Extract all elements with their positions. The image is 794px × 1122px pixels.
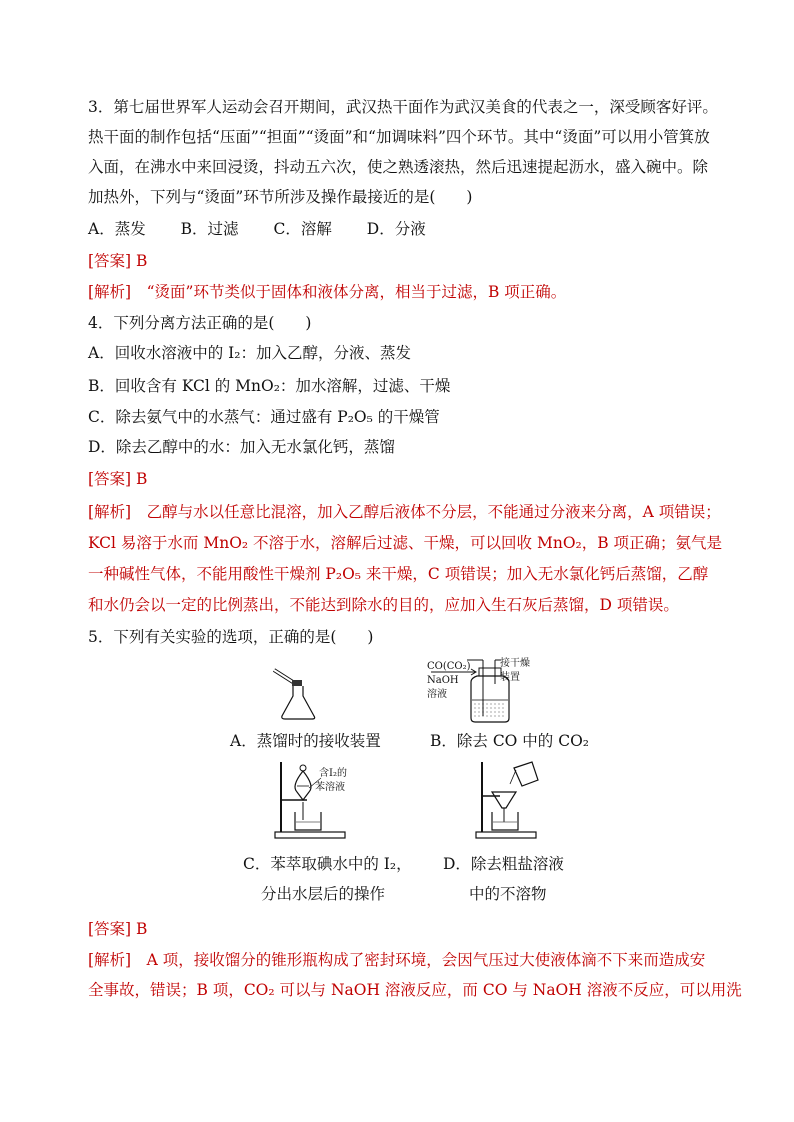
- q3-options: [88, 219, 426, 239]
- q3-answer: [答案] B: [88, 252, 148, 270]
- q4-option-b: B．回收含有 KCl 的 MnO₂：加水溶解，过滤、干燥: [88, 377, 451, 395]
- q3-stem-line3: 入面，在沸水中来回浸烫，抖动五六次，使之熟透滚热，然后迅速提起沥水，盛入碗中。除: [88, 158, 709, 176]
- figure-c-label1: 含I₂的: [319, 768, 347, 779]
- q3-option-c: C．溶解: [273, 220, 332, 238]
- q3-analysis: [解析] “烫面”环节类似于固体和液体分离，相当于过滤，B 项正确。: [88, 283, 567, 301]
- figure-b-solution-label: 溶液: [427, 689, 447, 700]
- q5-stem: 5．下列有关实验的选项，正确的是( ): [88, 628, 374, 646]
- q3-stem-line2: 热干面的制作包括“压面”“担面”“烫面”和“加调味料”四个环节。其中“烫面”可以用小管箕放: [88, 128, 710, 146]
- q4-answer: [答案] B: [88, 470, 148, 488]
- q5-analysis-line2: 全事故，错误；B 项，CO₂ 可以与 NaOH 溶液反应，而 CO 与 NaOH 溶液不反应，可以用洗: [88, 981, 742, 999]
- q4-analysis-line1: [解析] 乙醇与水以任意比混溶，加入乙醇后液体不分层，不能通过分液来分离，A 项错误；: [88, 503, 721, 521]
- q4-stem: 4．下列分离方法正确的是( ): [88, 314, 312, 332]
- figure-b-dryer-label1: 接干燥: [500, 658, 530, 669]
- figure-b-gas-washing-bottle: [427, 654, 547, 724]
- figure-c-separatory-funnel: [273, 760, 383, 840]
- figure-d-caption-line2: 中的不溶物: [469, 885, 547, 903]
- figure-c-caption-line2: 分出水层后的操作: [261, 885, 386, 903]
- q4-option-c: C．除去氨气中的水蒸气：通过盛有 P₂O₅ 的干燥管: [88, 408, 440, 426]
- figure-b-caption: B．除去 CO 中的 CO₂: [430, 732, 590, 750]
- figure-b-dryer-label2: 装置: [500, 672, 520, 683]
- figure-b-gas-label: CO(CO₂): [427, 661, 471, 672]
- q3-option-b: B．过滤: [180, 220, 239, 238]
- figure-d-caption-line1: D．除去粗盐溶液: [443, 855, 564, 873]
- q4-analysis-line2: KCl 易溶于水而 MnO₂ 不溶于水，溶解后过滤、干燥，可以回收 MnO₂，B 项正确；氨气是: [88, 534, 723, 552]
- q3-option-a: A．蒸发: [88, 220, 146, 238]
- q4-option-d: D．除去乙醇中的水：加入无水氯化钙，蒸馏: [88, 438, 395, 456]
- figure-a-caption: A．蒸馏时的接收装置: [230, 732, 381, 750]
- q4-option-a: A．回收水溶液中的 I₂：加入乙醇，分液、蒸发: [88, 344, 411, 362]
- q4-analysis-line4: 和水仍会以一定的比例蒸出，不能达到除水的目的，应加入生石灰后蒸馏，D 项错误。: [88, 596, 679, 614]
- figure-b-naoh-label: NaOH: [427, 675, 459, 686]
- q5-analysis-line1: [解析] A 项，接收馏分的锥形瓶构成了密封环境，会因气压过大使液体滴不下来而造成安: [88, 951, 706, 969]
- q3-stem-line4: 加热外，下列与“烫面”环节所涉及操作最接近的是( ): [88, 188, 473, 206]
- q3-option-d: D．分液: [366, 220, 426, 238]
- q4-analysis-line3: 一种碱性气体，不能用酸性干燥剂 P₂O₅ 来干燥，C 项错误；加入无水氯化钙后蒸馏，乙醇: [88, 565, 709, 583]
- figure-d-filtration: [474, 760, 544, 840]
- figure-a-receiving-flask: [268, 660, 328, 722]
- figure-c-caption-line1: C．苯萃取碘水中的 I₂，: [243, 855, 412, 873]
- q3-stem-line1: 3．第七届世界军人运动会召开期间，武汉热干面作为武汉美食的代表之一，深受顾客好评。: [88, 98, 718, 116]
- q5-answer: [答案] B: [88, 920, 148, 938]
- figure-c-label2: 苯溶液: [315, 782, 345, 793]
